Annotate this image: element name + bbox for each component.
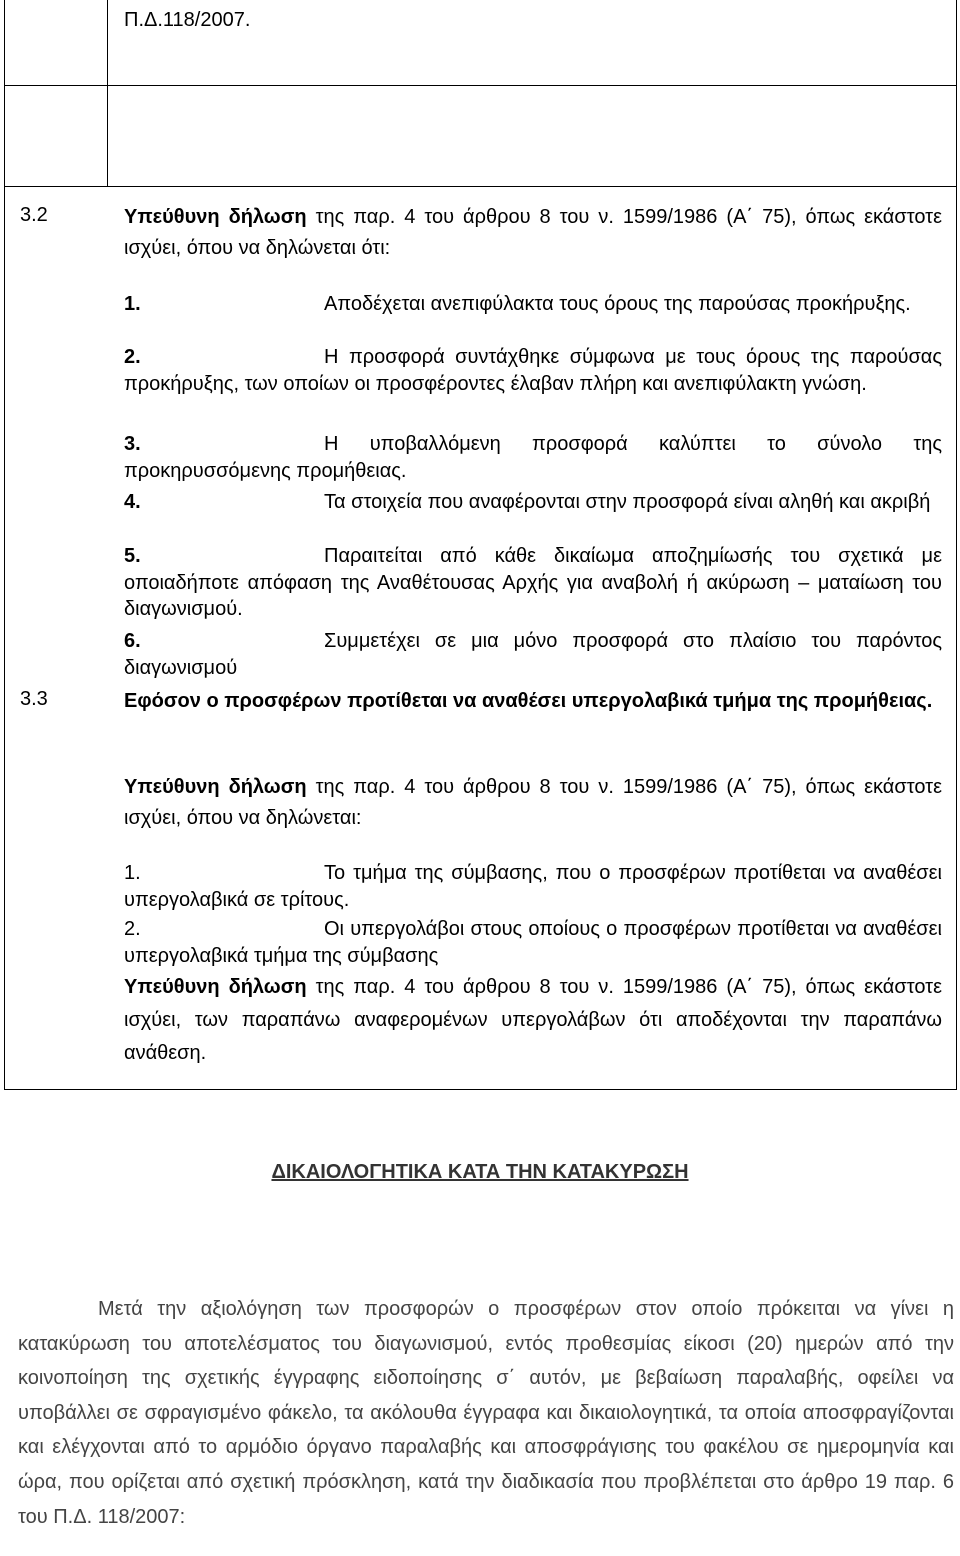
declaration-bold-label: Υπεύθυνη δήλωση	[124, 976, 307, 998]
list-item-text: Η υποβαλλόμενη προσφορά καλύπτει το σύνολο της προκηρυσσόμενης προμήθειας.	[124, 433, 942, 482]
list-item	[124, 431, 942, 484]
table-bottom-border	[4, 1089, 957, 1090]
list-item-text: Το τμήμα της σύμβασης, που ο προσφέρων προτίθεται να αναθέσει υπεργολαβικά σε τρίτους.	[124, 862, 942, 911]
list-item-number: 2.	[124, 346, 141, 368]
declaration-text: της παρ. 4 του άρθρου 8 του ν. 1599/1986 (Α΄ 75), όπως εκάστοτε ισχύει, των παραπάνω αναφερομένων υπεργολάβων ότι αποδέχονται την παραπάνω ανάθεση.	[124, 976, 942, 1064]
declaration-bold-label: Υπεύθυνη δήλωση	[124, 206, 307, 228]
list-item-number: 2.	[124, 918, 141, 940]
declaration-text: της παρ. 4 του άρθρου 8 του ν. 1599/1986 (Α΄ 75), όπως εκάστοτε ισχύει, όπου να δηλώνεται ότι:	[124, 206, 942, 259]
section-number-3-2: 3.2	[20, 204, 48, 226]
section-heading: ΔΙΚΑΙΟΛΟΓΗΤΙΚΑ ΚΑΤΑ ΤΗΝ ΚΑΤΑΚΥΡΩΣΗ	[271, 1161, 689, 1183]
list-item	[124, 344, 942, 397]
declaration-bold-label: Υπεύθυνη δήλωση	[124, 776, 307, 798]
list-item-text: Αποδέχεται ανεπιφύλακτα τους όρους της παρούσας προκήρυξης.	[324, 293, 911, 315]
list-item	[124, 291, 942, 318]
list-item-number: 5.	[124, 545, 141, 567]
list-item-number: 6.	[124, 630, 141, 652]
table-row-divider	[4, 186, 957, 187]
list-item	[124, 489, 942, 516]
list-item-text: Τα στοιχεία που αναφέρονται στην προσφορά είναι αληθή και ακριβή	[324, 491, 931, 513]
list-item-number: 3.	[124, 433, 141, 455]
list-item-text: Συμμετέχει σε μια μόνο προσφορά στο πλαίσιο του παρόντος διαγωνισμού	[124, 630, 942, 679]
declaration-3-3	[124, 772, 942, 834]
table-right-border	[956, 0, 957, 1090]
section-number-3-3: 3.3	[20, 688, 48, 710]
list-item	[124, 628, 942, 681]
table-row-divider	[4, 85, 957, 86]
top-row-text: Π.Δ.118/2007.	[124, 9, 251, 31]
list-item-number: 1.	[124, 862, 141, 884]
list-item-number: 1.	[124, 293, 141, 315]
list-item	[124, 860, 942, 913]
declaration-text: της παρ. 4 του άρθρου 8 του ν. 1599/1986 (Α΄ 75), όπως εκάστοτε ισχύει, όπου να δηλώνεται:	[124, 776, 942, 829]
declaration-3-2	[124, 202, 942, 264]
list-item	[124, 543, 942, 623]
body-paragraph: Μετά την αξιολόγηση των προσφορών ο προσφέρων στον οποίο πρόκειται να γίνει η κατακύρωση του αποτελέσματος του διαγωνισμού, εντός προθεσμίας είκοσι (20) ημερών από την κοινοποίηση της σχετικής έγγραφης ειδοποίησης σ΄ αυτόν, με βεβαίωση παραλαβής, οφείλει να υποβάλλει σε σφραγισμένο φάκελο, τα ακόλουθα έγγραφα και δικαιολογητικά, τα οποία αποσφραγίζονται και ελέγχονται από το αρμόδιο όργανο παραλαβής και αποσφράγισης του φακέλου σε ημερομηνία και ώρα, που ορίζεται από σχετική πρόσκληση, κατά την διαδικασία που προβλέπεται στο άρθρο 19 παρ. 6 του Π.Δ. 118/2007:	[18, 1298, 954, 1528]
list-item	[124, 916, 942, 969]
table-left-border	[4, 0, 5, 1090]
list-item-number: 4.	[124, 491, 141, 513]
subcontractor-declaration	[124, 971, 942, 1070]
list-item-text: Η προσφορά συντάχθηκε σύμφωνα με τους όρους της παρούσας προκήρυξης, των οποίων οι προσφέροντες έλαβαν πλήρη και ανεπιφύλακτη γνώση.	[124, 346, 942, 395]
table-column-divider	[107, 0, 108, 186]
section-title-3-3: Εφόσον ο προσφέρων προτίθεται να αναθέσει υπεργολαβικά τμήμα της προμήθειας.	[124, 690, 933, 712]
list-item-text: Οι υπεργολάβοι στους οποίους ο προσφέρων προτίθεται να αναθέσει υπεργολαβικά τμήμα της σύμβασης	[124, 918, 942, 967]
list-item-text: Παραιτείται από κάθε δικαίωμα αποζημίωσής του σχετικά με οποιαδήποτε απόφαση της Αναθέτουσας Αρχής για αναβολή ή ακύρωση – ματαίωση του διαγωνισμού.	[124, 545, 942, 620]
